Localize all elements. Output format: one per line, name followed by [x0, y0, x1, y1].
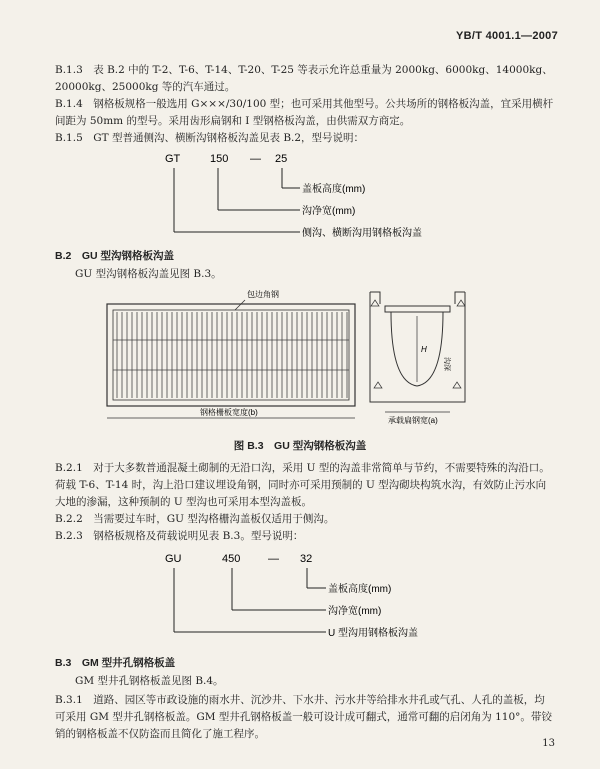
section-b2-intro: GU 型沟钢格板沟盖见图 B.3。: [75, 268, 222, 280]
para-b15: B.1.5 GT 型普通侧沟、横断沟钢格板沟盖见表 B.2，型号说明：: [55, 132, 365, 144]
gu-label-width: 沟净宽(mm): [328, 606, 382, 617]
gu-dash: —: [268, 553, 279, 565]
gu-label-height: 盖板高度(mm): [328, 584, 392, 595]
gu-prefix: GU: [165, 553, 182, 565]
gu-height: 32: [300, 553, 313, 565]
gu-label-type: U 型沟用钢格板沟盖: [328, 628, 418, 639]
fig-label-angle: 包边角钢: [247, 290, 279, 299]
figure-b3-caption: 图 B.3 GU 型沟钢格板沟盖: [233, 440, 367, 452]
para-b21: B.2.1 对于大多数普通混凝土砌制的无沿口沟，采用 U 型的沟盖非常简单与节约，不需要特殊的沟沿口。荷载 T-6、T-14 时，沟上沿口建议埋设角钢，同时亦可采用预制的 U 型沟砌块构筑水沟，有效防止污水向大地的渗漏，这种预制的 U 型沟也可采用本型沟盖板。: [55, 462, 550, 508]
gt-label-height: 盖板高度(mm): [302, 184, 366, 195]
para-b14: B.1.4 钢格板规格一般选用 G×××/30/100 型；也可采用其他型号。公共场所的钢格板沟盖，宜采用横杆间距为 50mm 的型号。采用齿形扁钢和 I 型钢格板沟盖，由供需双方商定。: [55, 98, 554, 127]
para-b23: B.2.3 钢格板规格及荷载说明见表 B.3。型号说明：: [55, 530, 304, 542]
figure-b3: [95, 282, 515, 427]
gt-label-width: 沟净宽(mm): [302, 206, 356, 217]
fig-label-support: 承载扁钢宽(a): [388, 416, 438, 425]
gt-label-type: 侧沟、横断沟用钢格板沟盖: [302, 228, 422, 239]
gt-height: 25: [275, 153, 288, 165]
gt-dash: —: [250, 153, 261, 165]
section-b3-title: B.3 GM 型井孔钢格板盖: [55, 657, 176, 669]
gt-code-diagram: [160, 148, 460, 240]
para-b22: B.2.2 当需要过车时，GU 型沟格栅沟盖板仅适用于侧沟。: [55, 513, 335, 525]
page-number: 13: [542, 738, 555, 749]
para-b13: B.1.3 表 B.2 中的 T-2、T-6、T-14、T-20、T-25 等表示允许总重量为 2000kg、6000kg、14000kg、20000kg、25000kg 等的汽车通过。: [55, 64, 553, 93]
gu-code-diagram: [160, 548, 480, 640]
para-b31: B.3.1 道路、园区等市政设施的雨水井、沉沙井、下水井、污水井等给排水井孔或气孔、人孔的盖板，均可采用 GM 型井孔钢格板盖。GM 型井孔钢格板盖一般可设计成可翻式，通常可翻的启闭角为 110°。带铰销的钢格板盖不仅防盗而且简化了施工程序。: [55, 694, 552, 740]
gt-width: 150: [210, 153, 229, 165]
fig-label-width: 钢格栅板宽度(b): [200, 408, 258, 417]
fig-label-h: H: [421, 345, 427, 354]
standard-number: YB/T 4001.1—2007: [455, 30, 558, 42]
section-b3-intro: GM 型井孔钢格板盖见图 B.4。: [75, 675, 224, 687]
gu-width: 450: [222, 553, 241, 565]
gt-prefix: GT: [165, 153, 181, 165]
section-b2-title: B.2 GU 型沟钢格板沟盖: [55, 250, 175, 262]
fig-label-depth: 沟深: [443, 357, 450, 371]
